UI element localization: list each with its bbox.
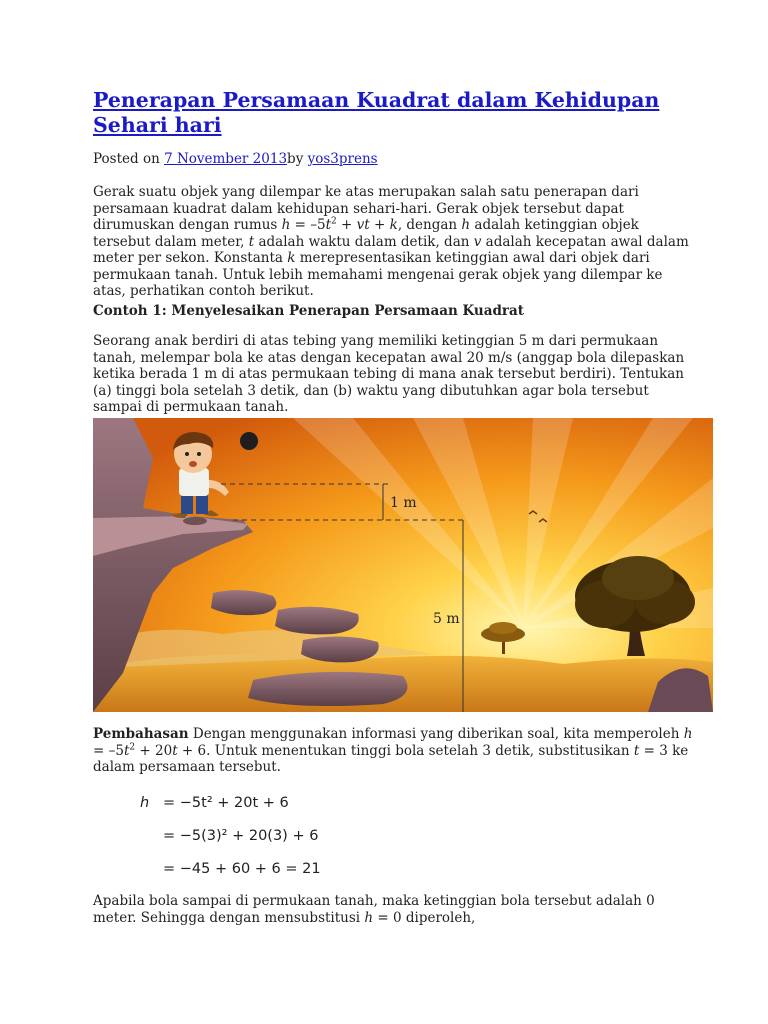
example-paragraph: Seorang anak berdiri di atas tebing yang memiliki ketinggian 5 m dari permukaan tanah, melempar bola ke atas dengan kecepatan awal 20 m/s (anggap bola dilepaskan ketika berada 1 m di atas permukaan tebing di mana anak tersebut berdiri). Tentukan (a) tinggi bola setelah 3 detik, dan (b) waktu yang dibutuhkan agar bola tersebut sampai di permukaan tanah. bbox=[93, 333, 685, 415]
equation-line-1: h = −5t² + 20t + 6 bbox=[140, 795, 289, 811]
closing-paragraph: Apabila bola sampai di permukaan tanah, maka ketinggian bola tersebut adalah 0 meter. Sehingga dengan mensubstitusi h = 0 diperoleh, bbox=[93, 893, 655, 926]
ball bbox=[240, 432, 258, 450]
solution-paragraph: Pembahasan Dengan menggunakan informasi yang diberikan soal, kita memperoleh $h = -5t^2 + 20t + 6$. Untuk menentukan tinggi bola setelah 3 detik, substitusikan t = 3 ke dalam persamaan tersebut. bbox=[93, 726, 693, 775]
label-5m: 5 m bbox=[433, 611, 460, 627]
posted-on-label: Posted on bbox=[93, 151, 160, 167]
intro-paragraph: Gerak suatu objek yang dilempar ke atas merupakan salah satu penerapan dari persamaan kuadrat dalam kehidupan sehari-hari. Gerak objek tersebut dapat dirumuskan dengan rumus $h = -5t^2$ + vt + k, dengan h adalah ketinggian objek tersebut dalam meter, t adalah waktu dalam detik, dan v adalah kecepatan awal dalam meter per sekon. Konstanta k merepresentasikan ketinggian awal dari objek dari permukaan tanah. Untuk lebih memahami mengenai gerak objek yang dilempar ke atas, perhatikan contoh berikut. bbox=[93, 184, 689, 299]
example-heading: Contoh 1: Menyelesaikan Penerapan Persamaan Kuadrat bbox=[93, 303, 524, 319]
label-1m: 1 m bbox=[390, 495, 417, 511]
author-link[interactable]: yos3prens bbox=[307, 151, 378, 167]
post-date-link[interactable]: 7 November 2013 bbox=[164, 151, 288, 167]
article-title-link[interactable]: Penerapan Persamaan Kuadrat dalam Kehidupan Sehari hari bbox=[93, 88, 660, 137]
equation-line-2: = −5(3)² + 20(3) + 6 bbox=[163, 828, 319, 844]
cliff-illustration bbox=[93, 418, 713, 712]
by-label: by bbox=[287, 151, 304, 167]
equation-line-3: = −45 + 60 + 6 = 21 bbox=[163, 861, 321, 877]
post-meta bbox=[93, 150, 378, 168]
